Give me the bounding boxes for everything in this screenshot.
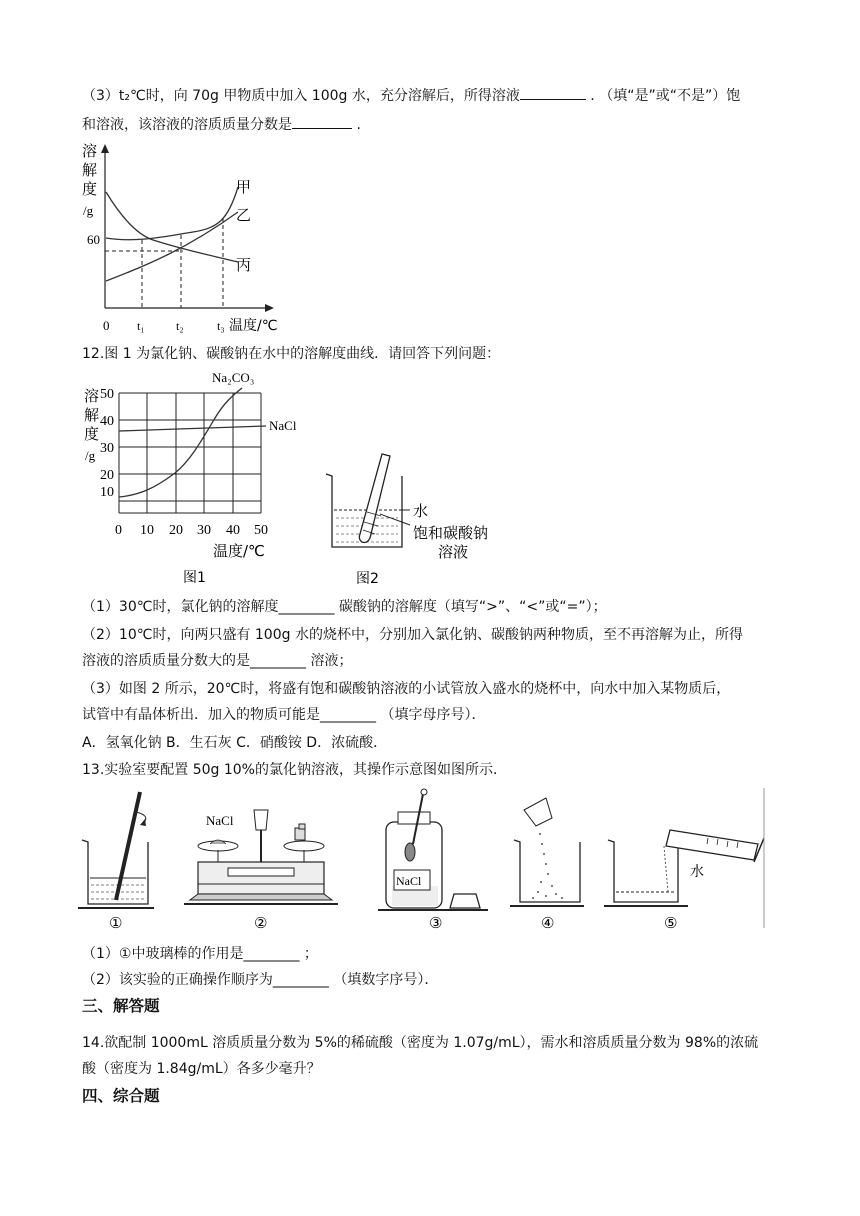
solution-preparation-steps-diagram [78, 788, 768, 936]
y-label-2: 解 [84, 406, 100, 424]
figure-2-beaker-testtube [320, 450, 510, 590]
step-3-taking-reagent [378, 789, 488, 932]
y-label-3: 度 [82, 180, 98, 198]
question-12-part3-line2: 试管中有晶体析出．加入的物质可能是________ （填字母序号）． [82, 707, 486, 723]
x-tick-30: 30 [197, 523, 211, 538]
question-12-options: A．氢氧化钠 B．生石灰 C．硝酸铵 D．浓硫酸． [82, 735, 388, 751]
solubility-graph-abc [78, 140, 278, 340]
figure-1-caption: 图1 [183, 570, 206, 586]
question-12-part3-line1: （3）如图 2 所示，20℃时，将盛有饱和碳酸钠溶液的小试管放入盛水的烧杯中，向水中加入某物质后， [82, 681, 731, 697]
step-1-number: ① [109, 914, 123, 932]
x-origin: 0 [103, 318, 110, 333]
answer-blank[interactable] [520, 87, 586, 100]
x-tick-10: 10 [140, 523, 154, 538]
x-tick-40: 40 [226, 523, 240, 538]
x-axis-label: 温度/℃ [229, 318, 278, 334]
label-na2co3: Na₂CO₃ [212, 370, 255, 385]
question-14-line2: 酸（密度为 1.84g/mL）各多少毫升？ [82, 1061, 321, 1077]
question-13-part1: （1）①中玻璃棒的作用是________ ； [82, 946, 318, 962]
x-tick-t2: t₂ [176, 319, 184, 333]
nacl-label-balance: NaCl [206, 813, 234, 828]
series-label-yi: 乙 [236, 206, 252, 224]
x-tick-20: 20 [169, 523, 183, 538]
step-5-number: ⑤ [664, 914, 678, 932]
x-tick-0: 0 [115, 523, 122, 538]
question-13-stem: 13.实验室要配置 50g 10%的氯化钠溶液，其操作示意图如图所示． [82, 762, 507, 778]
step-1-stirring [78, 792, 154, 932]
section-3-heading: 三、解答题 [82, 997, 160, 1015]
figure-1-solubility-chart [80, 368, 300, 588]
y-label-2: 解 [82, 161, 98, 179]
question-13-part2: （2）该实验的正确操作顺序为________ （填数字序号）． [82, 972, 439, 988]
y-tick-20: 20 [100, 468, 114, 483]
y-label-unit: /g [85, 448, 96, 463]
x-tick-t3: t₃ [217, 319, 225, 333]
step-4-adding-solid [510, 798, 584, 932]
answer-blank[interactable] [292, 116, 352, 129]
step-3-number: ③ [429, 914, 443, 932]
figure-2-caption: 图2 [356, 571, 379, 587]
step-2-number: ② [254, 914, 268, 932]
x-tick-50: 50 [254, 523, 268, 538]
y-label-3: 度 [84, 425, 100, 443]
y-label-1: 溶 [84, 387, 100, 405]
series-label-jia: 甲 [236, 178, 252, 196]
label-saturated-solution: 饱和碳酸钠 [413, 524, 489, 542]
y-tick-30: 30 [100, 441, 114, 456]
step-5-adding-water [604, 788, 764, 932]
y-tick-10: 10 [100, 485, 114, 500]
question-12-part2-line2: 溶液的溶质质量分数大的是________ 溶液； [82, 653, 353, 669]
y-label-unit: /g [83, 203, 94, 218]
question-11-part3-line2: 和溶液，该溶液的溶质质量分数是 . [82, 117, 361, 133]
question-14-line1: 14.欲配制 1000mL 溶质质量分数为 5%的稀硫酸（密度为 1.07g/mL），需水和溶质质量分数为 98%的浓硫 [82, 1035, 759, 1051]
y-tick-40: 40 [100, 414, 114, 429]
water-label: 水 [690, 864, 704, 880]
series-label-bing: 丙 [236, 256, 252, 274]
step-4-number: ④ [541, 914, 555, 932]
question-11-part3-line1: （3）t₂℃时，向 70g 甲物质中加入 100g 水，充分溶解后，所得溶液 . （填“是”或“不是”）饱 [82, 88, 741, 104]
question-12-part2-line1: （2）10℃时，向两只盛有 100g 水的烧杯中，分别加入氯化钠、碳酸钠两种物质，至不再溶解为止，所得 [82, 627, 743, 643]
label-water: 水 [413, 502, 429, 520]
y-tick-50: 50 [100, 387, 114, 402]
label-nacl: NaCl [269, 418, 297, 433]
question-12-stem: 12.图 1 为氯化钠、碳酸钠在水中的溶解度曲线．请回答下列问题： [82, 346, 501, 362]
x-tick-t1: t₁ [137, 319, 145, 333]
y-label-1: 溶 [82, 142, 98, 160]
step-2-weighing [184, 810, 338, 932]
x-axis-label: 温度/℃ [213, 542, 265, 560]
section-4-heading: 四、综合题 [82, 1087, 160, 1105]
label-solution: 溶液 [438, 543, 469, 561]
y-tick-60: 60 [87, 232, 100, 247]
question-12-part1: （1）30℃时，氯化钠的溶解度________ 碳酸钠的溶解度（填写“>”、“<”或“=”）； [82, 599, 607, 615]
nacl-bottle-label: NaCl [396, 874, 422, 888]
